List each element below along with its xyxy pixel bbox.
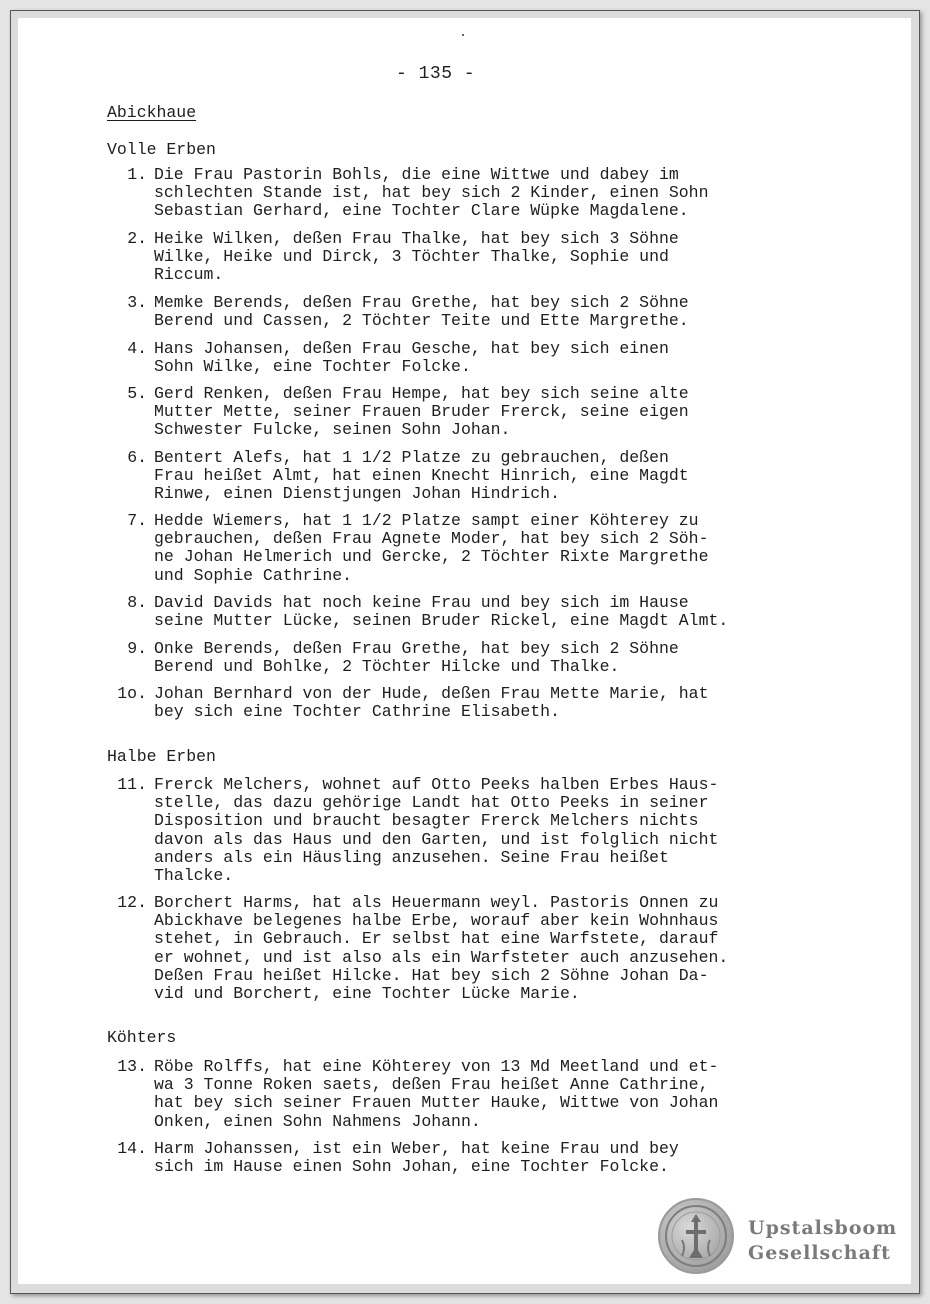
place-heading: Abickhaue bbox=[107, 103, 197, 122]
society-logo-text bbox=[748, 1216, 897, 1266]
entry-text: Heike Wilken, deßen Frau Thalke, hat bey sich 3 Söhne Wilke, Heike und Dirck, 3 Töchter Thalke, Sophie und Riccum. bbox=[154, 229, 679, 285]
entry-number: 5. bbox=[127, 384, 147, 403]
entry-11 bbox=[107, 776, 807, 885]
entry-7 bbox=[107, 512, 807, 585]
seal-figure-icon bbox=[660, 1200, 732, 1272]
entry-10 bbox=[107, 685, 807, 721]
entry-text: David Davids hat noch keine Frau und bey sich im Hause seine Mutter Lücke, seinen Bruder Rickel, eine Magdt Almt. bbox=[154, 593, 729, 631]
section-heading-halbe-erben: Halbe Erben bbox=[107, 747, 216, 766]
entry-text: Johan Bernhard von der Hude, deßen Frau Mette Marie, hat bey sich eine Tochter Cathrine Elisabeth. bbox=[154, 684, 709, 722]
entry-4 bbox=[107, 340, 807, 376]
entry-number: 14. bbox=[117, 1139, 147, 1158]
entry-2 bbox=[107, 230, 807, 285]
entry-number: 2. bbox=[127, 229, 147, 248]
logo-line-2: Gesellschaft bbox=[748, 1242, 891, 1264]
upstalsboom-seal-icon bbox=[658, 1198, 734, 1274]
entry-text: Bentert Alefs, hat 1 1/2 Platze zu gebrauchen, deßen Frau heißet Almt, hat einen Knecht Hinrich, eine Magdt Rinwe, einen Dienstjungen Johan Hindrich. bbox=[154, 448, 689, 504]
entry-text: Onke Berends, deßen Frau Grethe, hat bey sich 2 Söhne Berend und Bohlke, 2 Töchter Hilcke und Thalke. bbox=[154, 639, 679, 677]
entry-number: 13. bbox=[117, 1057, 147, 1076]
entry-text: Hans Johansen, deßen Frau Gesche, hat bey sich einen Sohn Wilke, eine Tochter Folcke. bbox=[154, 339, 669, 377]
entry-text: Die Frau Pastorin Bohls, die eine Wittwe und dabey im schlechten Stande ist, hat bey sich 2 Kinder, einen Sohn Sebastian Gerhard, eine Tochter Clare Wüpke Magdalene. bbox=[154, 165, 709, 221]
entry-13 bbox=[107, 1058, 807, 1131]
entry-number: 4. bbox=[127, 339, 147, 358]
entry-number: 12. bbox=[117, 893, 147, 912]
section-heading-koehters: Köhters bbox=[107, 1028, 177, 1047]
entry-text: Borchert Harms, hat als Heuermann weyl. Pastoris Onnen zu Abickhave belegenes halbe Erbe, worauf aber kein Wohnhaus stehet, in Gebrauch. Er selbst hat eine Warfstete, darauf er wohnet, und ist also als ein Warfsteter auch anzusehen. Deßen Frau heißet Hilcke. Hat bey sich 2 Söhne Johan Da- vid und Borchert, eine Tochter Lücke Marie. bbox=[154, 893, 729, 1004]
entry-number: 1. bbox=[127, 165, 147, 184]
entry-number: 11. bbox=[117, 775, 147, 794]
entry-3 bbox=[107, 294, 807, 330]
entry-8 bbox=[107, 594, 807, 630]
entry-number: 1o. bbox=[117, 684, 147, 703]
entry-text: Memke Berends, deßen Frau Grethe, hat bey sich 2 Söhne Berend und Cassen, 2 Töchter Teite und Ette Margrethe. bbox=[154, 293, 689, 331]
paper-speck bbox=[462, 34, 464, 36]
section-heading-volle-erben: Volle Erben bbox=[107, 140, 216, 159]
entry-text: Röbe Rolffs, hat eine Köhterey von 13 Md Meetland und et- wa 3 Tonne Roken saets, deßen Frau heißet Anne Cathrine, hat bey sich seiner Frauen Mutter Hauke, Wittwe von Johan Onken, einen Sohn Nahmens Johann. bbox=[154, 1057, 719, 1131]
entry-number: 8. bbox=[127, 593, 147, 612]
page-number: - 135 - bbox=[396, 64, 476, 84]
entry-1 bbox=[107, 166, 807, 221]
entry-12 bbox=[107, 894, 807, 1003]
logo-line-1: Upstalsboom bbox=[748, 1217, 898, 1239]
entry-number: 7. bbox=[127, 511, 147, 530]
entry-text: Frerck Melchers, wohnet auf Otto Peeks halben Erbes Haus- stelle, das dazu gehörige Landt hat Otto Peeks in seiner Disposition und braucht besagter Frerck Melchers nichts davon als das Haus und den Garten, und ist folglich nicht anders als ein Häusling anzusehen. Seine Frau heißet Thalcke. bbox=[154, 775, 719, 886]
entry-14 bbox=[107, 1140, 807, 1176]
entry-5 bbox=[107, 385, 807, 440]
entry-number: 3. bbox=[127, 293, 147, 312]
entry-number: 6. bbox=[127, 448, 147, 467]
entry-number: 9. bbox=[127, 639, 147, 658]
entry-text: Harm Johanssen, ist ein Weber, hat keine Frau und bey sich im Hause einen Sohn Johan, eine Tochter Folcke. bbox=[154, 1139, 679, 1177]
entry-text: Gerd Renken, deßen Frau Hempe, hat bey sich seine alte Mutter Mette, seiner Frauen Bruder Frerck, seine eigen Schwester Fulcke, seinen Sohn Johan. bbox=[154, 384, 689, 440]
entry-9 bbox=[107, 640, 807, 676]
entry-6 bbox=[107, 449, 807, 504]
entry-text: Hedde Wiemers, hat 1 1/2 Platze sampt einer Köhterey zu gebrauchen, deßen Frau Agnete Moder, hat bey sich 2 Söh- ne Johan Helmerich und Gercke, 2 Töchter Rixte Margrethe und Sophie Cathrine. bbox=[154, 511, 709, 585]
